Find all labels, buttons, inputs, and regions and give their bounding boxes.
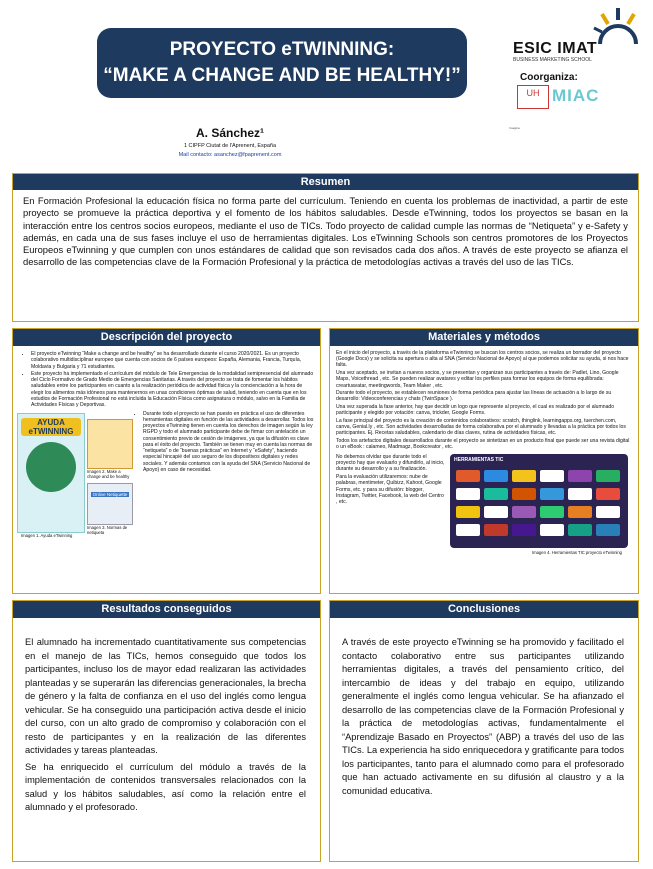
materiales-paragraph: Una vez aceptado, se invitan a nuevos socios, y se presentan y organizan sus participantes a través de: Padlet, Lino, Google Maps, Voicethread , etc. Se pueden realizar avatares y editar los perfiles para formar los equipos de forma equilibrada: creartuavatar, meetingwords, Team Maker , etc. <box>336 370 619 389</box>
netiquette-image <box>87 483 133 525</box>
descripcion-section <box>12 328 321 594</box>
app-tile-icon <box>540 506 564 518</box>
app-tile-icon <box>512 488 536 500</box>
app-tile-icon <box>568 470 592 482</box>
tics-title: HERRAMIENTAS TIC <box>454 456 504 463</box>
resumen-heading: Resumen <box>13 174 638 190</box>
app-tile-icon <box>596 524 620 536</box>
app-tile-icon <box>596 470 620 482</box>
miac-logo: MIAC <box>552 86 600 105</box>
author-name: A. Sánchez¹ <box>195 126 264 140</box>
descripcion-images <box>17 411 135 581</box>
materiales-lower-paragraph: Para la evaluación utilizaremos: nube de palabras, mentimeter, Quibizz, Kahoot, Google Forms, etc. y para su difusión: blogger, Instagram, Twitter, Facebook, la web del Centro , etc. <box>336 473 444 506</box>
app-tile-icon <box>540 470 564 482</box>
resumen-text: En Formación Profesional la educación física no forma parte del currículum. Teniendo en cuenta los problemas de inactividad, a partir de este proyecto se promueve la práctica deportiva y el fomento de los hábitos saludables. Desde eTwinning, todos los proyectos se basan en la interacción entre los centros socios europeos, mediante el uso de TICs. Todo proyecto de calidad cumple las normas de “Netiqueta” y e-Safety y además, en cada una de sus fases incluye el uso de herramientas digitales. Los eTwinning Schools son centros promotores de los Proyectos Europeos eTwinning y que cumplen con unos estándares de calidad que son revisados cada dos años. A través de este proyecto se afianza el desarrollo de las competencias clave de la Formación Profesional y la práctica de metodologías activas a través del uso de las TICs. <box>23 195 628 268</box>
app-tile-icon <box>540 488 564 500</box>
coorganiza-label: Coorganiza: <box>520 72 578 83</box>
conclusiones-heading: Conclusiones <box>330 601 638 618</box>
app-tile-icon <box>568 506 592 518</box>
university-logo: UH <box>517 85 549 109</box>
descripcion-bullet: • Este proyecto ha implementado el currículum del módulo de Tele Emergencias de la modalidad semipresencial del alumnado del Ciclo Formativo de Grado Medio de Emergencias Sanitarias. A través del proyecto se trata de fomentar los hábitos saludables entre los participantes en cuanto a la realización periódica de actividad física y la concienciación a la hora de elegir los alimentos más idóneos para mantenernos en unas condiciones óptimas de salud, teniendo en cuenta que en los estudios de Formación Profesional no está incluida la Educación Física como asignatura o módulo, salvo en la Familia de Actividades Físicas y Deportivas. <box>31 371 314 409</box>
descripcion-heading: Descripción del proyecto <box>13 329 320 346</box>
resumen-section <box>12 173 639 322</box>
resultados-section <box>12 600 321 862</box>
esic-logo-subtitle: BUSINESS MARKETING SCHOOL <box>513 57 592 63</box>
herramientas-tic-image <box>450 454 628 548</box>
app-tile-icon <box>484 524 508 536</box>
resultados-paragraph: Se ha enriquecido el currículum del módulo a través de la implementación de contenidos transversales relacionados con la salud y los hábitos saludables, así como la relación entre el alumnado y el profesorado. <box>25 761 306 812</box>
app-tile-icon <box>596 506 620 518</box>
sun-logo-icon <box>590 6 640 46</box>
author-affiliation: 1 CIPFP Ciutat de l'Aprenent, España <box>183 143 277 149</box>
title-line-1: PROYECTO eTWINNING: <box>169 39 395 60</box>
materiales-paragraph: Durante todo el proyecto, se establecen reuniones de forma periódica para ajustar las líneas de actuación a lo largo de su desarrollo: Videoconferencias y chats (TwinSpace ). <box>336 390 612 403</box>
app-tile-icon <box>484 470 508 482</box>
make-a-change-image <box>87 419 133 469</box>
ayuda-etwinning-image <box>17 413 85 533</box>
app-tile-icon <box>456 506 480 518</box>
title-line-2: “MAKE A CHANGE AND BE HEALTHY!” <box>103 65 461 86</box>
app-tile-icon <box>540 524 564 536</box>
app-tile-icon <box>596 488 620 500</box>
app-tile-icon <box>456 524 480 536</box>
caption-3: Imagen 3. Normas de netiqueta <box>87 524 128 535</box>
globe-icon <box>26 442 76 492</box>
descripcion-list <box>25 351 314 409</box>
caption-2: Imagen 2. Make a change and be healthy <box>87 468 130 479</box>
materiales-paragraph: Todos los artefactos digitales desarrollados durante el proyecto se sintetizan en un producto final que puede ser una revista digital o un eBook : calameo, Madmagz, Bookcreator , etc. <box>336 438 630 451</box>
app-tile-icon <box>568 488 592 500</box>
app-tile-icon <box>512 524 536 536</box>
conclusiones-text: A través de este proyecto eTwinning se ha promovido y facilitado el contacto colaborativo entre sus participantes utilizando herramientas digitales, a través del pensamiento crítico, del intercambio de ideas y del trabajo en equipo, utilizando generalmente el inglés como lengua vehicular. Se ha afianzado el desarrollo de las competencias clave de la Formación Profesional y la práctica de metodologías activas, fundamentalmente el “Aprendizaje Basado en Proyectos” (ABP) a través del uso de las TICs. La experiencia ha sido enriquecedora y gratificante para todos los participantes, tanto para el alumnado como para el profesorado que han actuado activamente en su difusión al claustro y a la comunidad educativa. <box>342 637 624 796</box>
descripcion-side-bullet: • Durante todo el proyecto se han puesto en práctica el uso de diferentes herramientas digitales en función de las actividades a desarrollar. Todos los proyectos eTwinning tienen en cuenta los derechos de imagen según la ley RGPD y todo el alumnado participante debe de firmar con antelación un consentimiento previo de cesión de imágenes, ya que la difusión es clave para el éxito del proyecto. También se tienen muy en cuenta las normas de “netiqueta” o de “buenas prácticas” en Internet y “eSafety”, haciendo especial hincapié del uso seguro de los dispositivos digitales y redes sociales. Y además contamos con la ayuda del SNA (Servicio Nacional de Apoyo) en caso de necesidad. <box>143 411 315 474</box>
materiales-paragraph: Una vez superada la fase anterior, hay que decidir un logo que represente al proyecto, el cual es realizado por el alumnado participante y elegido por votación: canva, trickder, Google Forms. <box>336 404 615 417</box>
materiales-lower-paragraph: No debemos olvidar que durante todo el proyecto hay que evaluarlo y difundirlo, al inicio, durante su desarrollo y a su finalización. <box>336 453 445 473</box>
materiales-paragraph: La fase principal del proyecto es la creación de contenidos colaborativos: scratch, thinglink, learningapps.org, tuerchen.com, canva, Genial.ly , etc. Son actividades desarrolladas de forma colaborativa por el alumnado y llevadas a la práctica por todos los participantes. Ej. Recetas saludables, calendario de días claves, rutina de actividades físicas, etc. <box>336 418 626 437</box>
materiales-section <box>329 328 639 594</box>
poster-title <box>97 28 467 98</box>
resultados-heading: Resultados conseguidos <box>13 601 320 618</box>
descripcion-bullet: • El proyecto eTwinning “Make a change and be healthy” se ha desarrollado durante el curso 2020/2021. Es un proyecto colaborativo multidisciplinar europeo que cuenta con socios de 6 países europeos: España, Alemania, Francia, Turquía, Moldavia y Bulgaria y 71 estudiantes. <box>31 351 314 370</box>
app-tile-icon <box>512 506 536 518</box>
app-tile-icon <box>484 506 508 518</box>
small-mark: Imagina <box>509 126 520 130</box>
materiales-paragraph: En el inicio del proyecto, a través de la plataforma eTwinning se buscan los centros socios, se realiza un borrador del proyecto (Google Docs) y se solicita su apertura o alta al SNA (Servicio Nacional de Apoyo) al que podemos solicitar su ayuda, si nos hace falta. <box>336 350 629 369</box>
caption-1: Imagen 1. Ayuda eTwinning <box>21 532 73 538</box>
ayuda-etwinning-title: AYUDA eTWINNING <box>21 418 81 436</box>
caption-4: Imagen 4. Herramientas TIC proyecto eTwinning <box>532 549 622 555</box>
app-tile-icon <box>456 470 480 482</box>
conclusiones-section <box>329 600 639 862</box>
resultados-paragraph: El alumnado ha incrementado cuantitativamente sus competencias en el manejo de las TICs, hemos conseguido que todos los participantes, incluso los de mayor edad realizaran las actividades planteadas y se superarán las diferencias generacionales, la brecha de género y la falta de confianza en el uso del inglés como lengua vehicular. Se ha conseguido una participación activa desde el inicio del curso, con un alto grado de compromiso y colaboración con el resto de participantes y en la realización de las diferentes actividades y tareas planteadas. <box>25 637 306 755</box>
materiales-heading: Materiales y métodos <box>330 329 638 346</box>
app-tile-icon <box>512 470 536 482</box>
esic-imat-logo: ESIC IMAT <box>513 40 598 57</box>
app-tile-icon <box>484 488 508 500</box>
netiquette-label: Online Netiquette <box>92 491 128 497</box>
author-mail: Mail contacto: asanchez@fpaprenent.com <box>178 152 282 158</box>
app-tile-icon <box>456 488 480 500</box>
app-tile-icon <box>568 524 592 536</box>
